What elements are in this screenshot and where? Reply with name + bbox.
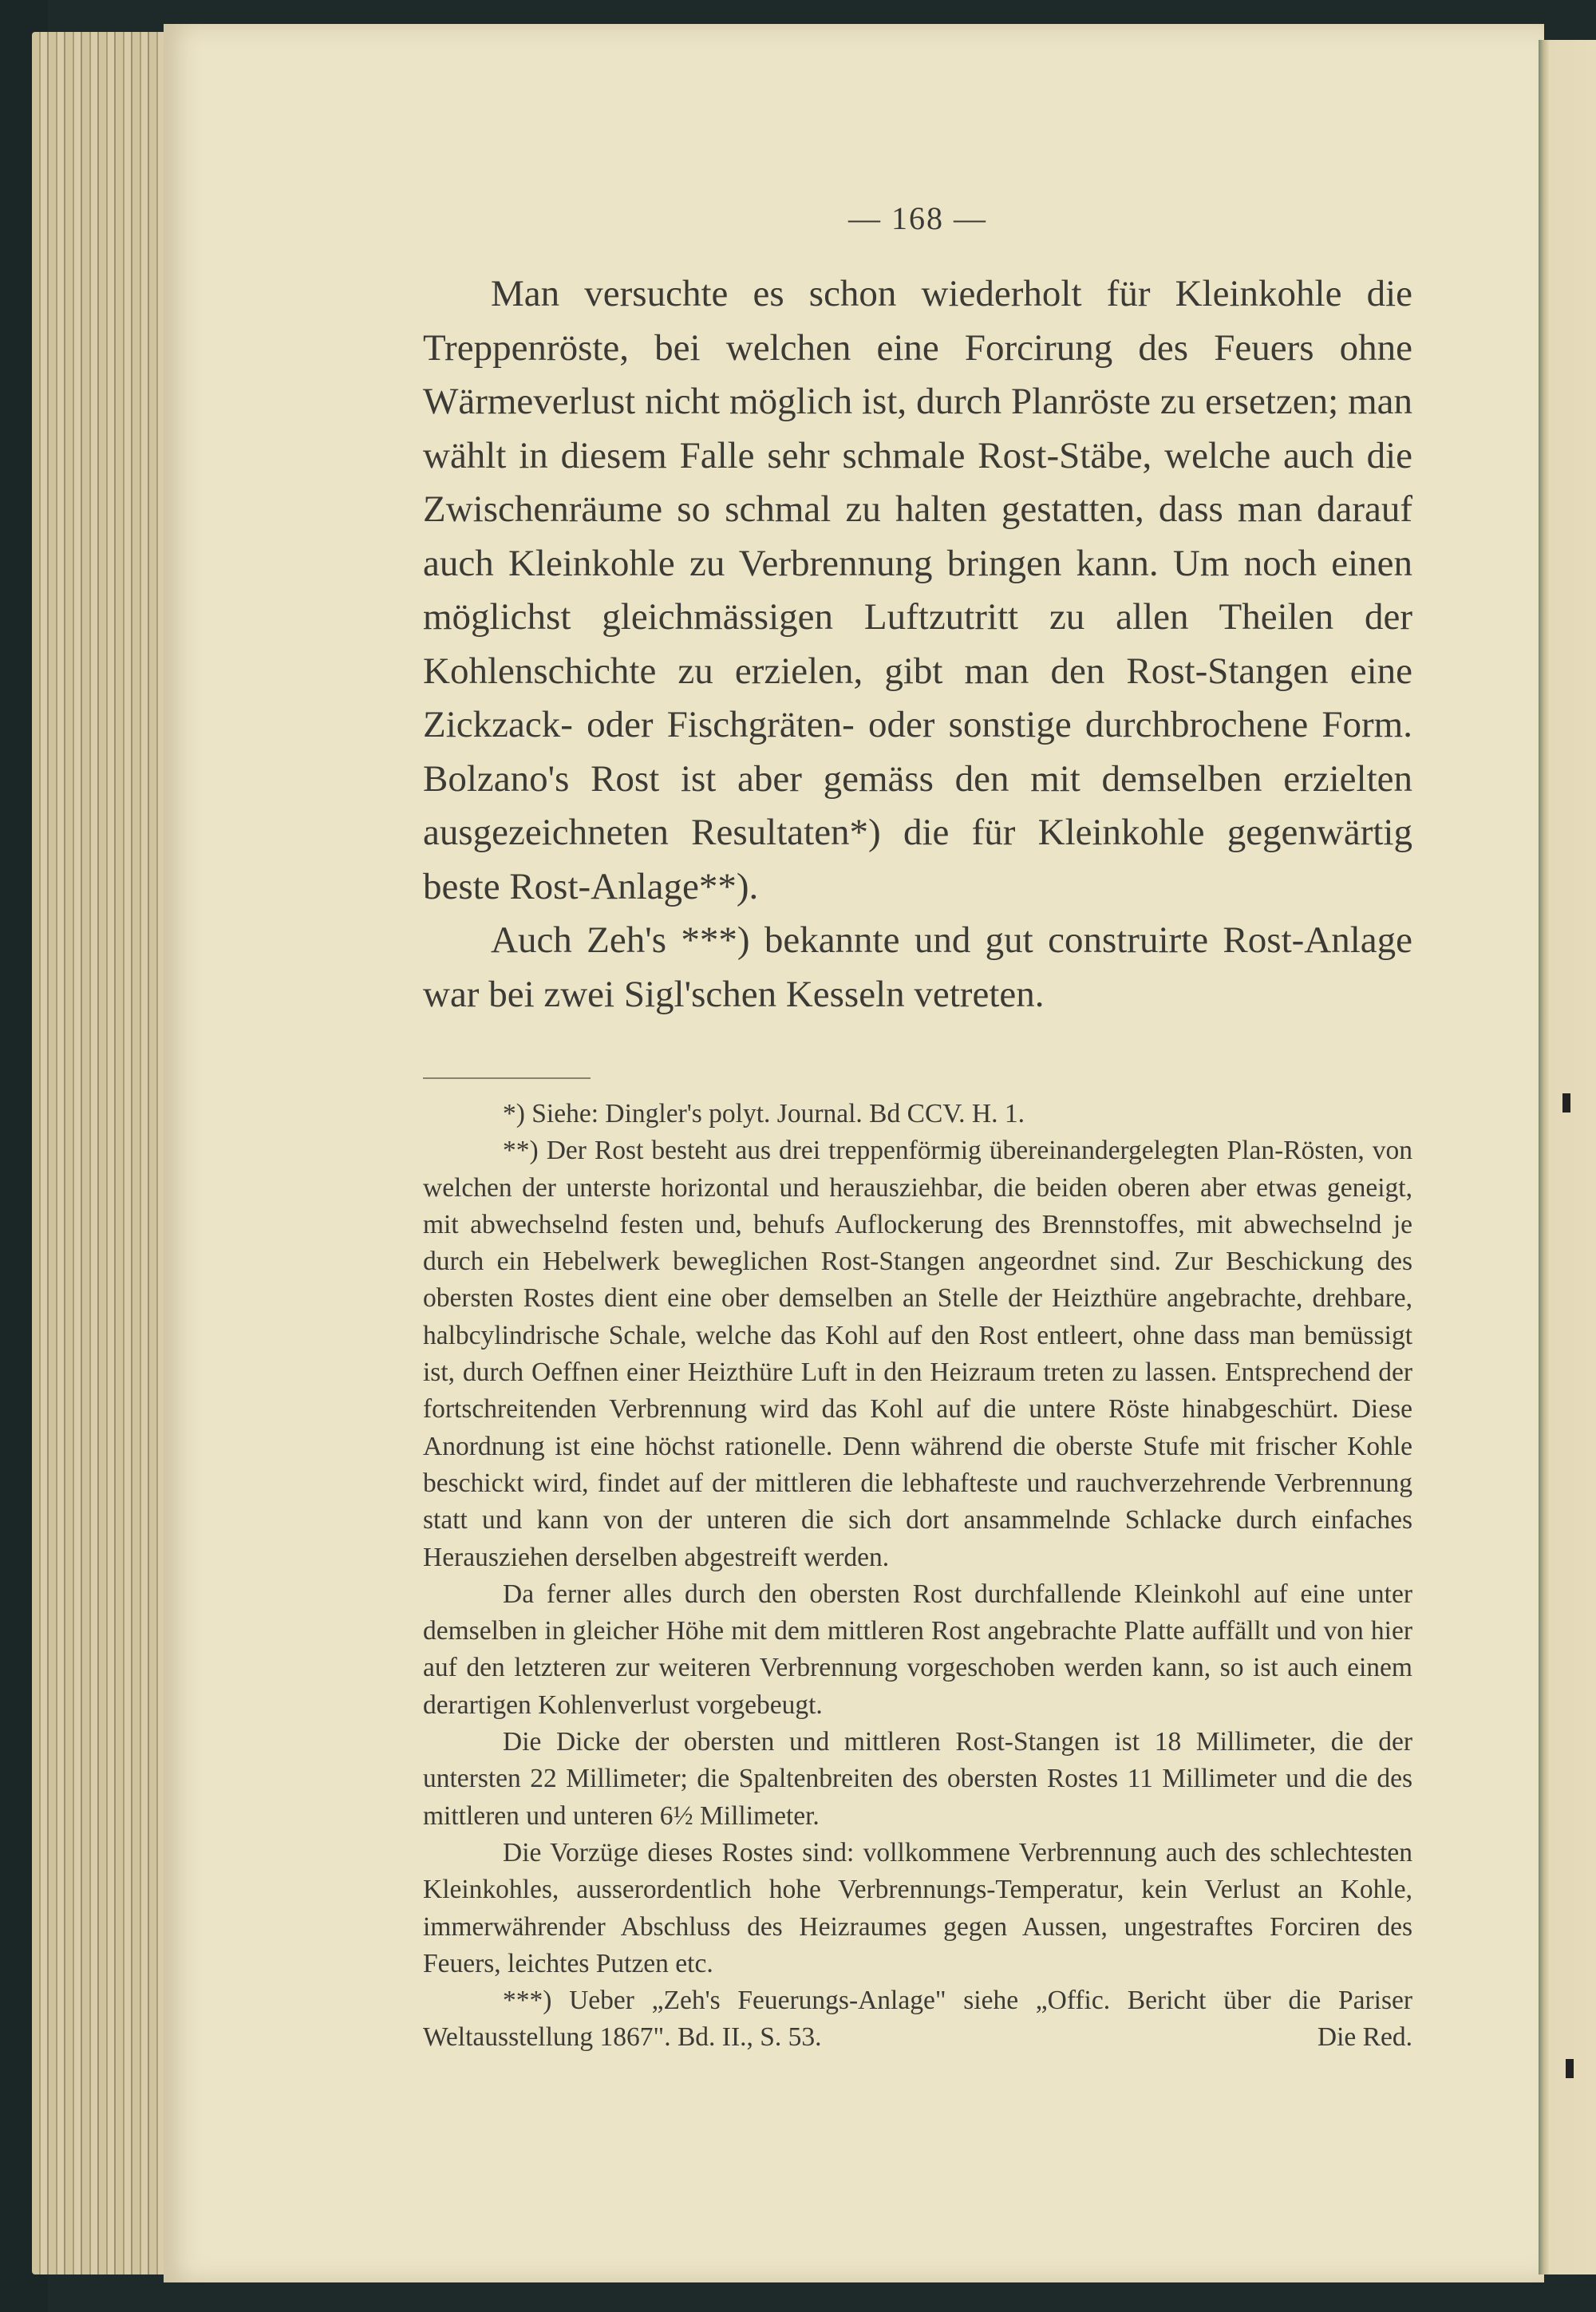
footnote-text: ***) Ueber „Zeh's Feuerungs-Anlage" siehe „Offic. Bericht über die Pariser Weltausstellung 1867". Bd. II., S. 53. — [423, 1986, 1412, 2053]
footnote-continuation: Da ferner alles durch den obersten Rost durchfallende Kleinkohl auf eine unter demselben in gleicher Höhe mit dem mittleren Rost angebrachte Platte auffällt und von hier auf den letzteren zur weiteren Verbrennung vorgeschoben werden kann, so ist auch einem derartigen Kohlenverlust vorgebeugt. — [423, 1579, 1412, 1720]
footnote-continuation: Die Vorzüge dieses Rostes sind: vollkommene Verbrennung auch des schlechtesten Kleinkohles, ausserordentlich hohe Verbrennungs-Temperatur, kein Verlust an Kohle, immerwährender Abschluss des Heizraumes gegen Aussen, ungestraftes Forciren des Feuers, leichtes Putzen etc. — [423, 1837, 1412, 1978]
footnotes — [423, 1096, 1412, 2057]
footnote: *) Siehe: Dingler's polyt. Journal. Bd CCV. H. 1. — [503, 1099, 1025, 1128]
page-number: — 168 — — [848, 200, 987, 236]
footnote-divider — [423, 1077, 591, 1079]
body-paragraph: Auch Zeh's ***) bekannte und gut construirte Rost-Anlage war bei zwei Sigl'schen Kesseln vetreten. — [423, 919, 1412, 1015]
editor-signature: Die Red. — [1317, 2022, 1412, 2053]
facing-page-edge — [1539, 40, 1596, 2274]
edge-mark — [1562, 1093, 1570, 1113]
footnote-continuation: Die Dicke der obersten und mittleren Rost-Stangen ist 18 Millimeter, die der untersten 22 Millimeter; die Spaltenbreiten des obersten Rostes 11 Millimeter und die des mittleren und unteren 6½ Millimeter. — [423, 1727, 1412, 1831]
main-text — [423, 267, 1412, 1022]
body-paragraph: Man versuchte es schon wiederholt für Kleinkohle die Treppenröste, bei welchen eine Forcirung des Feuers ohne Wärmeverlust nicht möglich ist, durch Planröste zu ersetzen; man wählt in diesem Falle sehr schmale Rost-Stäbe, welche auch die Zwischenräume so schmal zu halten gestatten, dass man darauf auch Kleinkohle zu Verbrennung bringen kann. Um noch einen möglichst gleichmässigen Luftzutritt zu allen Theilen der Kohlenschichte zu erzielen, gibt man den Rost-Stangen eine Zickzack- oder Fischgräten- oder sonstige durchbrochene Form. Bolzano's Rost ist aber gemäss den mit demselben erzielten ausgezeichneten Resultaten*) die für Kleinkohle gegenwärtig beste Rost-Anlage**). — [423, 273, 1412, 907]
edge-mark — [1566, 2059, 1574, 2078]
footnote — [423, 1982, 1412, 2057]
footnote: **) Der Rost besteht aus drei treppenförmig übereinandergelegten Plan-Rösten, von welchen der unterste horizontal und herausziehbar, die beiden oberen aber etwas geneigt, mit abwechselnd festen und, behufs Auflockerung des Brennstoffes, mit abwechselnd je durch ein Hebelwerk beweglichen Rost-Stangen angeordnet sind. Zur Beschickung des obersten Rostes dient eine ober demselben an Stelle der Heizthüre angebrachte, drehbare, halbcylindrische Schale, welche das Kohl auf den Rost entleert, ohne dass man bemüssigt ist, durch Oeffnen einer Heizthüre Luft in den Heizraum treten zu lassen. Entsprechend der fortschreitenden Verbrennung wird das Kohl auf die untere Röste hinabgeschürt. Diese Anordnung ist eine höchst rationelle. Denn während die oberste Stufe mit frischer Kohle beschickt wird, findet auf der mittleren die lebhafteste und rauchverzehrende Verbrennung statt und kann von der unteren die sich dort ansammelnde Schlacke durch einfaches Herausziehen derselben abgestreift werden. — [423, 1136, 1412, 1572]
page-edges — [32, 32, 176, 2274]
